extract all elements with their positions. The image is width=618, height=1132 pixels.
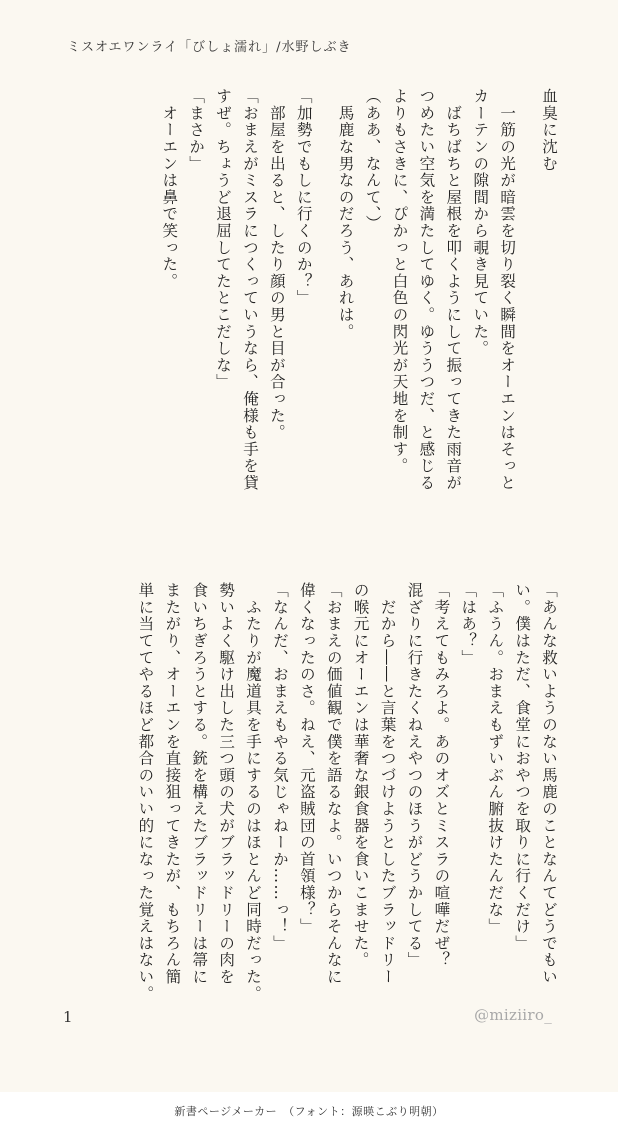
text-line: 「考えてもみろよ。あのオズとミスラの喧嘩だぜ？	[432, 582, 451, 969]
top-text-block	[155, 88, 562, 533]
text-line	[317, 88, 332, 533]
bottom-text-block	[132, 582, 563, 1027]
text-line: 単に当ててやるほど都合のいい的になった覚えはない。	[136, 582, 155, 1002]
text-line: 部屋を出ると、したり顔の男と目が合った。	[267, 88, 286, 441]
text-line: すぜ。ちょうど退屈してたとこだしな」	[214, 88, 233, 391]
text-line: 「なんだ、おまえもやる気じゃねーか……っ！」	[270, 582, 289, 952]
text-line: の喉元にオーエンは華奢な銀食器を食いこませた。	[351, 582, 370, 969]
text-line: （ああ、なんて、）	[363, 88, 382, 232]
text-line	[520, 88, 535, 533]
text-line: 「はあ？」	[459, 582, 478, 666]
author-credit: @miziiro_	[474, 1006, 552, 1024]
text-line: よりもさきに、ぴかっと白色の閃光が天地を制す。	[390, 88, 409, 475]
text-line: つめたい空気を満たしてゆく。ゆううつだ、と感じる	[417, 88, 436, 492]
text-line: 「加勢でもしに行くのか？」	[294, 88, 313, 307]
text-line: オーエンは鼻で笑った。	[160, 88, 179, 290]
page-header-title: ミスオエワンライ「びしょ濡れ」/水野しぶき	[67, 40, 352, 55]
text-line: 一筋の光が暗雲を切り裂く瞬間をオーエンはそっと	[498, 88, 517, 492]
story-title: 血臭に沈む	[540, 88, 558, 172]
text-line: 混ざりに行きたくねえやつのほうがどうかしてる」	[405, 582, 424, 969]
text-line: 「おまえがミスラにつくっていうなら、俺様も手を貸	[240, 88, 259, 492]
text-line: 馬鹿な男なのだろう、あれは。	[336, 88, 355, 340]
page-number: 1	[63, 1008, 73, 1026]
text-line: 食いちぎろうとする。銃を構えたブラッドリーは箒に	[190, 582, 209, 986]
text-line: 勢いよく駆け出した三つ頭の犬がブラッドリーの肉を	[217, 582, 236, 986]
text-line: い。僕はただ、食堂におやつを取りに行くだけ」	[513, 582, 532, 952]
text-line: カーテンの隙間から覗き見ていた。	[471, 88, 490, 357]
text-line: ふたりが魔道具を手にするのはほとんど同時だった。	[244, 582, 263, 1002]
generator-footer: 新書ページメーカー （フォント：源暎こぶり明朝）	[0, 1092, 618, 1132]
text-line: またがり、オーエンを直接狙ってきたが、もちろん簡	[163, 582, 182, 986]
text-line: 「おまえの価値観で僕を語るなよ。いつからそんなに	[324, 582, 343, 986]
text-line: 「あんな救いようのない馬鹿のことなんてどうでもい	[540, 582, 558, 986]
text-line: 「まさか」	[187, 88, 206, 172]
text-line: ばちばちと屋根を叩くようにして振ってきた雨音が	[444, 88, 463, 492]
text-line: 「ふうん。おまえもずいぶん腑抜けたんだな」	[486, 582, 505, 935]
text-line: 偉くなったのさ。ねえ、元盗賊団の首領様？」	[297, 582, 316, 935]
text-line: だから――と言葉をつづけようとしたブラッドリー	[378, 582, 397, 986]
